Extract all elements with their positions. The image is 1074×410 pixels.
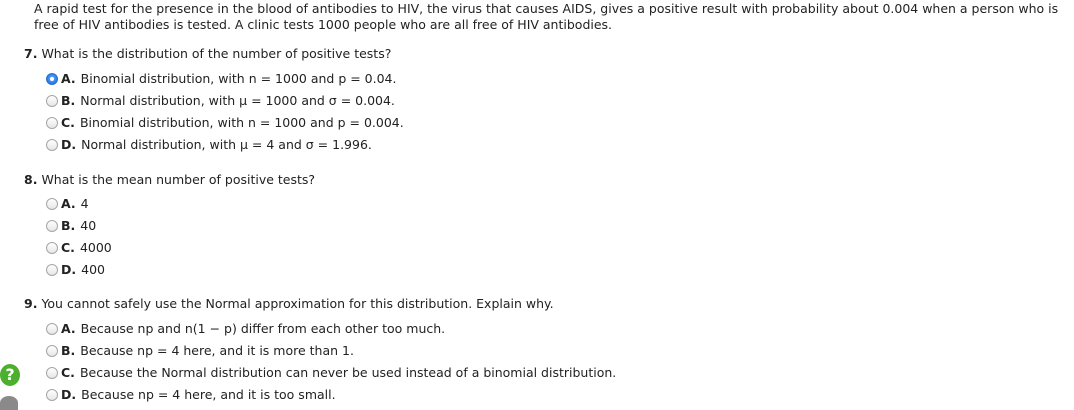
option-letter: D. bbox=[61, 387, 77, 402]
q8-option-c[interactable] bbox=[46, 239, 112, 257]
tool-icon[interactable] bbox=[0, 396, 18, 410]
q8-option-d[interactable] bbox=[46, 261, 105, 279]
option-text: Normal distribution, with μ = 1000 and σ = 0.004. bbox=[80, 93, 395, 108]
q8-option-a[interactable] bbox=[46, 195, 89, 213]
problem-intro: A rapid test for the presence in the blood of antibodies to HIV, the virus that causes AIDS, gives a positive result with probability about 0.004 when a person who is free of HIV antibodies is tested. A clinic tests 1000 people who are all free of HIV antibodies. bbox=[34, 1, 1059, 32]
option-text: 4 bbox=[80, 196, 89, 211]
option-text: 4000 bbox=[79, 240, 112, 255]
q9-option-d[interactable] bbox=[46, 386, 336, 404]
q9-option-c[interactable] bbox=[46, 364, 616, 382]
q7-option-d[interactable] bbox=[46, 136, 372, 154]
option-letter: A. bbox=[61, 196, 76, 211]
radio-button[interactable] bbox=[46, 367, 58, 379]
option-text: Binomial distribution, with n = 1000 and p = 0.004. bbox=[79, 115, 404, 130]
question-number: 9. bbox=[24, 296, 38, 311]
option-letter: A. bbox=[61, 321, 76, 336]
option-letter: D. bbox=[61, 137, 77, 152]
radio-button[interactable] bbox=[46, 345, 58, 357]
option-text: Because the Normal distribution can never be used instead of a binomial distribution. bbox=[79, 365, 617, 380]
option-text: 400 bbox=[81, 262, 105, 277]
radio-button[interactable] bbox=[46, 95, 58, 107]
option-text: Binomial distribution, with n = 1000 and p = 0.04. bbox=[80, 71, 397, 86]
radio-button[interactable] bbox=[46, 73, 58, 85]
q7-option-c[interactable] bbox=[46, 114, 404, 132]
radio-button[interactable] bbox=[46, 220, 58, 232]
radio-button[interactable] bbox=[46, 264, 58, 276]
radio-button[interactable] bbox=[46, 242, 58, 254]
question-8 bbox=[24, 172, 315, 188]
question-text: What is the mean number of positive tests? bbox=[41, 172, 316, 187]
question-7 bbox=[24, 46, 391, 62]
help-icon[interactable]: ? bbox=[0, 364, 20, 386]
question-text: You cannot safely use the Normal approximation for this distribution. Explain why. bbox=[41, 296, 554, 311]
option-text: Normal distribution, with μ = 4 and σ = 1.996. bbox=[81, 137, 372, 152]
radio-button[interactable] bbox=[46, 198, 58, 210]
option-text: Because np = 4 here, and it is more than 1. bbox=[80, 343, 354, 358]
question-number: 7. bbox=[24, 46, 38, 61]
radio-button[interactable] bbox=[46, 389, 58, 401]
radio-button[interactable] bbox=[46, 139, 58, 151]
radio-button[interactable] bbox=[46, 323, 58, 335]
option-text: 40 bbox=[80, 218, 97, 233]
option-letter: C. bbox=[61, 240, 75, 255]
question-text: What is the distribution of the number of positive tests? bbox=[41, 46, 392, 61]
option-text: Because np = 4 here, and it is too small. bbox=[81, 387, 336, 402]
question-9 bbox=[24, 296, 554, 312]
q9-option-a[interactable] bbox=[46, 320, 445, 338]
option-letter: D. bbox=[61, 262, 77, 277]
option-text: Because np and n(1 − p) differ from each other too much. bbox=[80, 321, 446, 336]
q7-option-a[interactable] bbox=[46, 70, 396, 88]
question-number: 8. bbox=[24, 172, 38, 187]
option-letter: B. bbox=[61, 93, 76, 108]
option-letter: B. bbox=[61, 218, 76, 233]
q8-option-b[interactable] bbox=[46, 217, 96, 235]
radio-button[interactable] bbox=[46, 117, 58, 129]
option-letter: B. bbox=[61, 343, 76, 358]
option-letter: A. bbox=[61, 71, 76, 86]
q7-option-b[interactable] bbox=[46, 92, 395, 110]
option-letter: C. bbox=[61, 115, 75, 130]
q9-option-b[interactable] bbox=[46, 342, 354, 360]
option-letter: C. bbox=[61, 365, 75, 380]
